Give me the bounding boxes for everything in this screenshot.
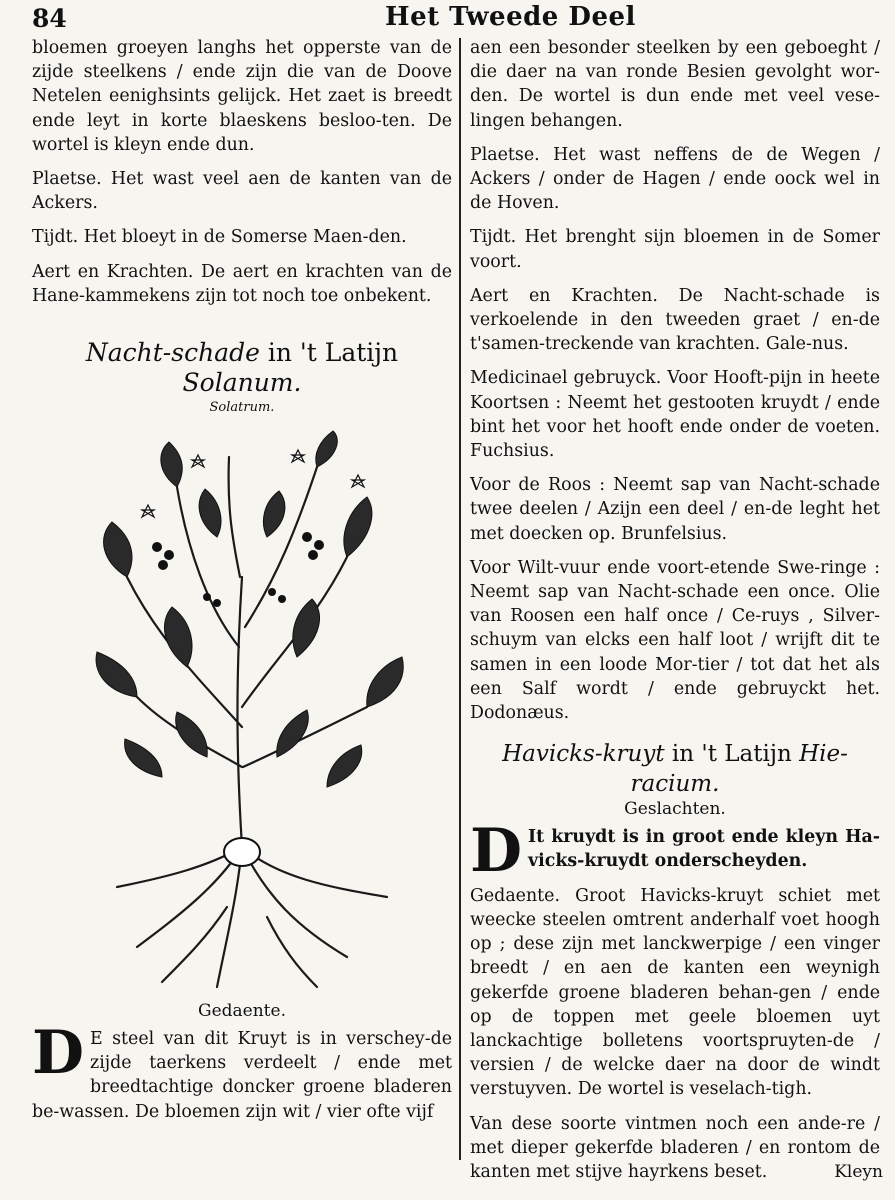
figure-caption: Gedaente. [198, 1001, 286, 1022]
left-paragraph-description [32, 1018, 452, 1124]
drop-cap: D [32, 1018, 85, 1089]
heading-latin: Solanum. [182, 368, 302, 398]
nightshade-woodcut-illustration [67, 427, 417, 997]
left-paragraph-1: bloemen groeyen langhs het opperste van de zijde steelkens / ende zijn die van de Doove Netelen eenighsints gelijck. Het zaet is breedt ende leyt in korte blaeskens besloo-ten. De wortel is kleyn ende dun. [32, 38, 452, 155]
right-paragraph-plaetse: Plaetse. Het wast neffens de de Wegen / Ackers / onder de Hagen / ende oock wel in de Hoven. [470, 144, 880, 214]
catchword: Kleyn [834, 1162, 883, 1182]
heading-mid: in 't Latijn [671, 741, 792, 768]
running-head: Het Tweede Deel [385, 2, 636, 32]
heading-mid: in 't Latijn [267, 338, 399, 368]
right-intro-text: It kruydt is in groot ende kleyn Ha-vicks-kruydt onderscheyden. [528, 827, 880, 872]
right-paragraph-aert: Aert en Krachten. De Nacht-schade is verkoelende in den tweeden graet / en-de t'samen-treckende van krachten. Gale-nus. [470, 285, 880, 355]
right-paragraph-1: aen een besonder steelken by een geboeght / die daer na van ronde Besien gevolght wor-den. De wortel is dun ende met veel vese-lingen behangen. [470, 38, 880, 131]
right-paragraph-gedaente: Gedaente. Groot Havicks-kruyt schiet met weecke steelen omtrent anderhalf voet hoogh op ; dese zijn met lanckwerpige / een vinger breedt / en aen de kanten een weynigh gekerfde groene bladeren behan-gen / ende op de toppen met geele bloemen uyt lanckachtige bolletens voortspruyten-de / versien / de welcke daer na door de windt verstuyven. De wortel is veselach-tigh. [470, 885, 880, 1100]
left-description-text: E steel van dit Kruyt is in verschey-de zijde taerkens verdeelt / ende met breedtachtige doncker groene bladeren be-wassen. De bloemen zijn wit / vier ofte vijf [32, 1029, 452, 1122]
right-column [470, 36, 880, 1194]
column-divider [459, 38, 461, 1160]
left-paragraph-aert: Aert en Krachten. De aert en krachten van de Hane-kammekens zijn tot noch toe onbekent. [32, 261, 452, 306]
entry-heading-havicks-kruyt [470, 739, 880, 799]
right-paragraph-tijdt: Tijdt. Het brenght sijn bloemen in de Somer voort. [470, 227, 880, 272]
subheading-geslachten: Geslachten. [624, 799, 726, 820]
right-paragraph-roos: Voor de Roos : Neemt sap van Nacht-schade twee deelen / Azijn een deel / en-de leght het met doecken op. Brunfelsius. [470, 475, 880, 544]
right-paragraph-medicinael: Medicinael gebruyck. Voor Hooft-pijn in heete Koortsen : Neemt het gestooten kruydt / ende bint het voor het hooft ende onder de voeten. Fuchsius. [470, 368, 880, 462]
right-paragraph-intro [470, 816, 880, 887]
page-number: 84 [32, 4, 67, 33]
synonym-label: Solatrum. [209, 400, 275, 416]
drop-cap: D [470, 816, 523, 887]
entry-heading-nacht-schade [32, 338, 452, 398]
left-paragraph-plaetse: Plaetse. Het wast veel aen de kanten van de Ackers. [32, 169, 452, 214]
right-paragraph-soorte: Van dese soorte vintmen noch een ande-re / met dieper gekerfde bladeren / en rontom de kanten met stijve hayrkens beset. [470, 1113, 880, 1182]
heading-name: Havicks-kruyt [502, 741, 665, 768]
right-paragraph-wilt-vuur: Voor Wilt-vuur ende voort-etende Swe-ringe : Neemt sap van Nacht-schade een once. Olie van Roosen een half once / Ce-ruys , Silver-schuym van elcks een half loot / wrijft dit te samen in een loode Mor-tier / tot dat het als een Salf wordt / ende gebruyckt het. Dodonæus. [470, 557, 880, 724]
heading-name: Nacht-schade [85, 338, 260, 368]
heading-latin: Hie-racium. [630, 741, 848, 798]
left-column [32, 36, 452, 1134]
left-paragraph-tijdt: Tijdt. Het bloeyt in de Somerse Maen-den. [32, 227, 407, 248]
